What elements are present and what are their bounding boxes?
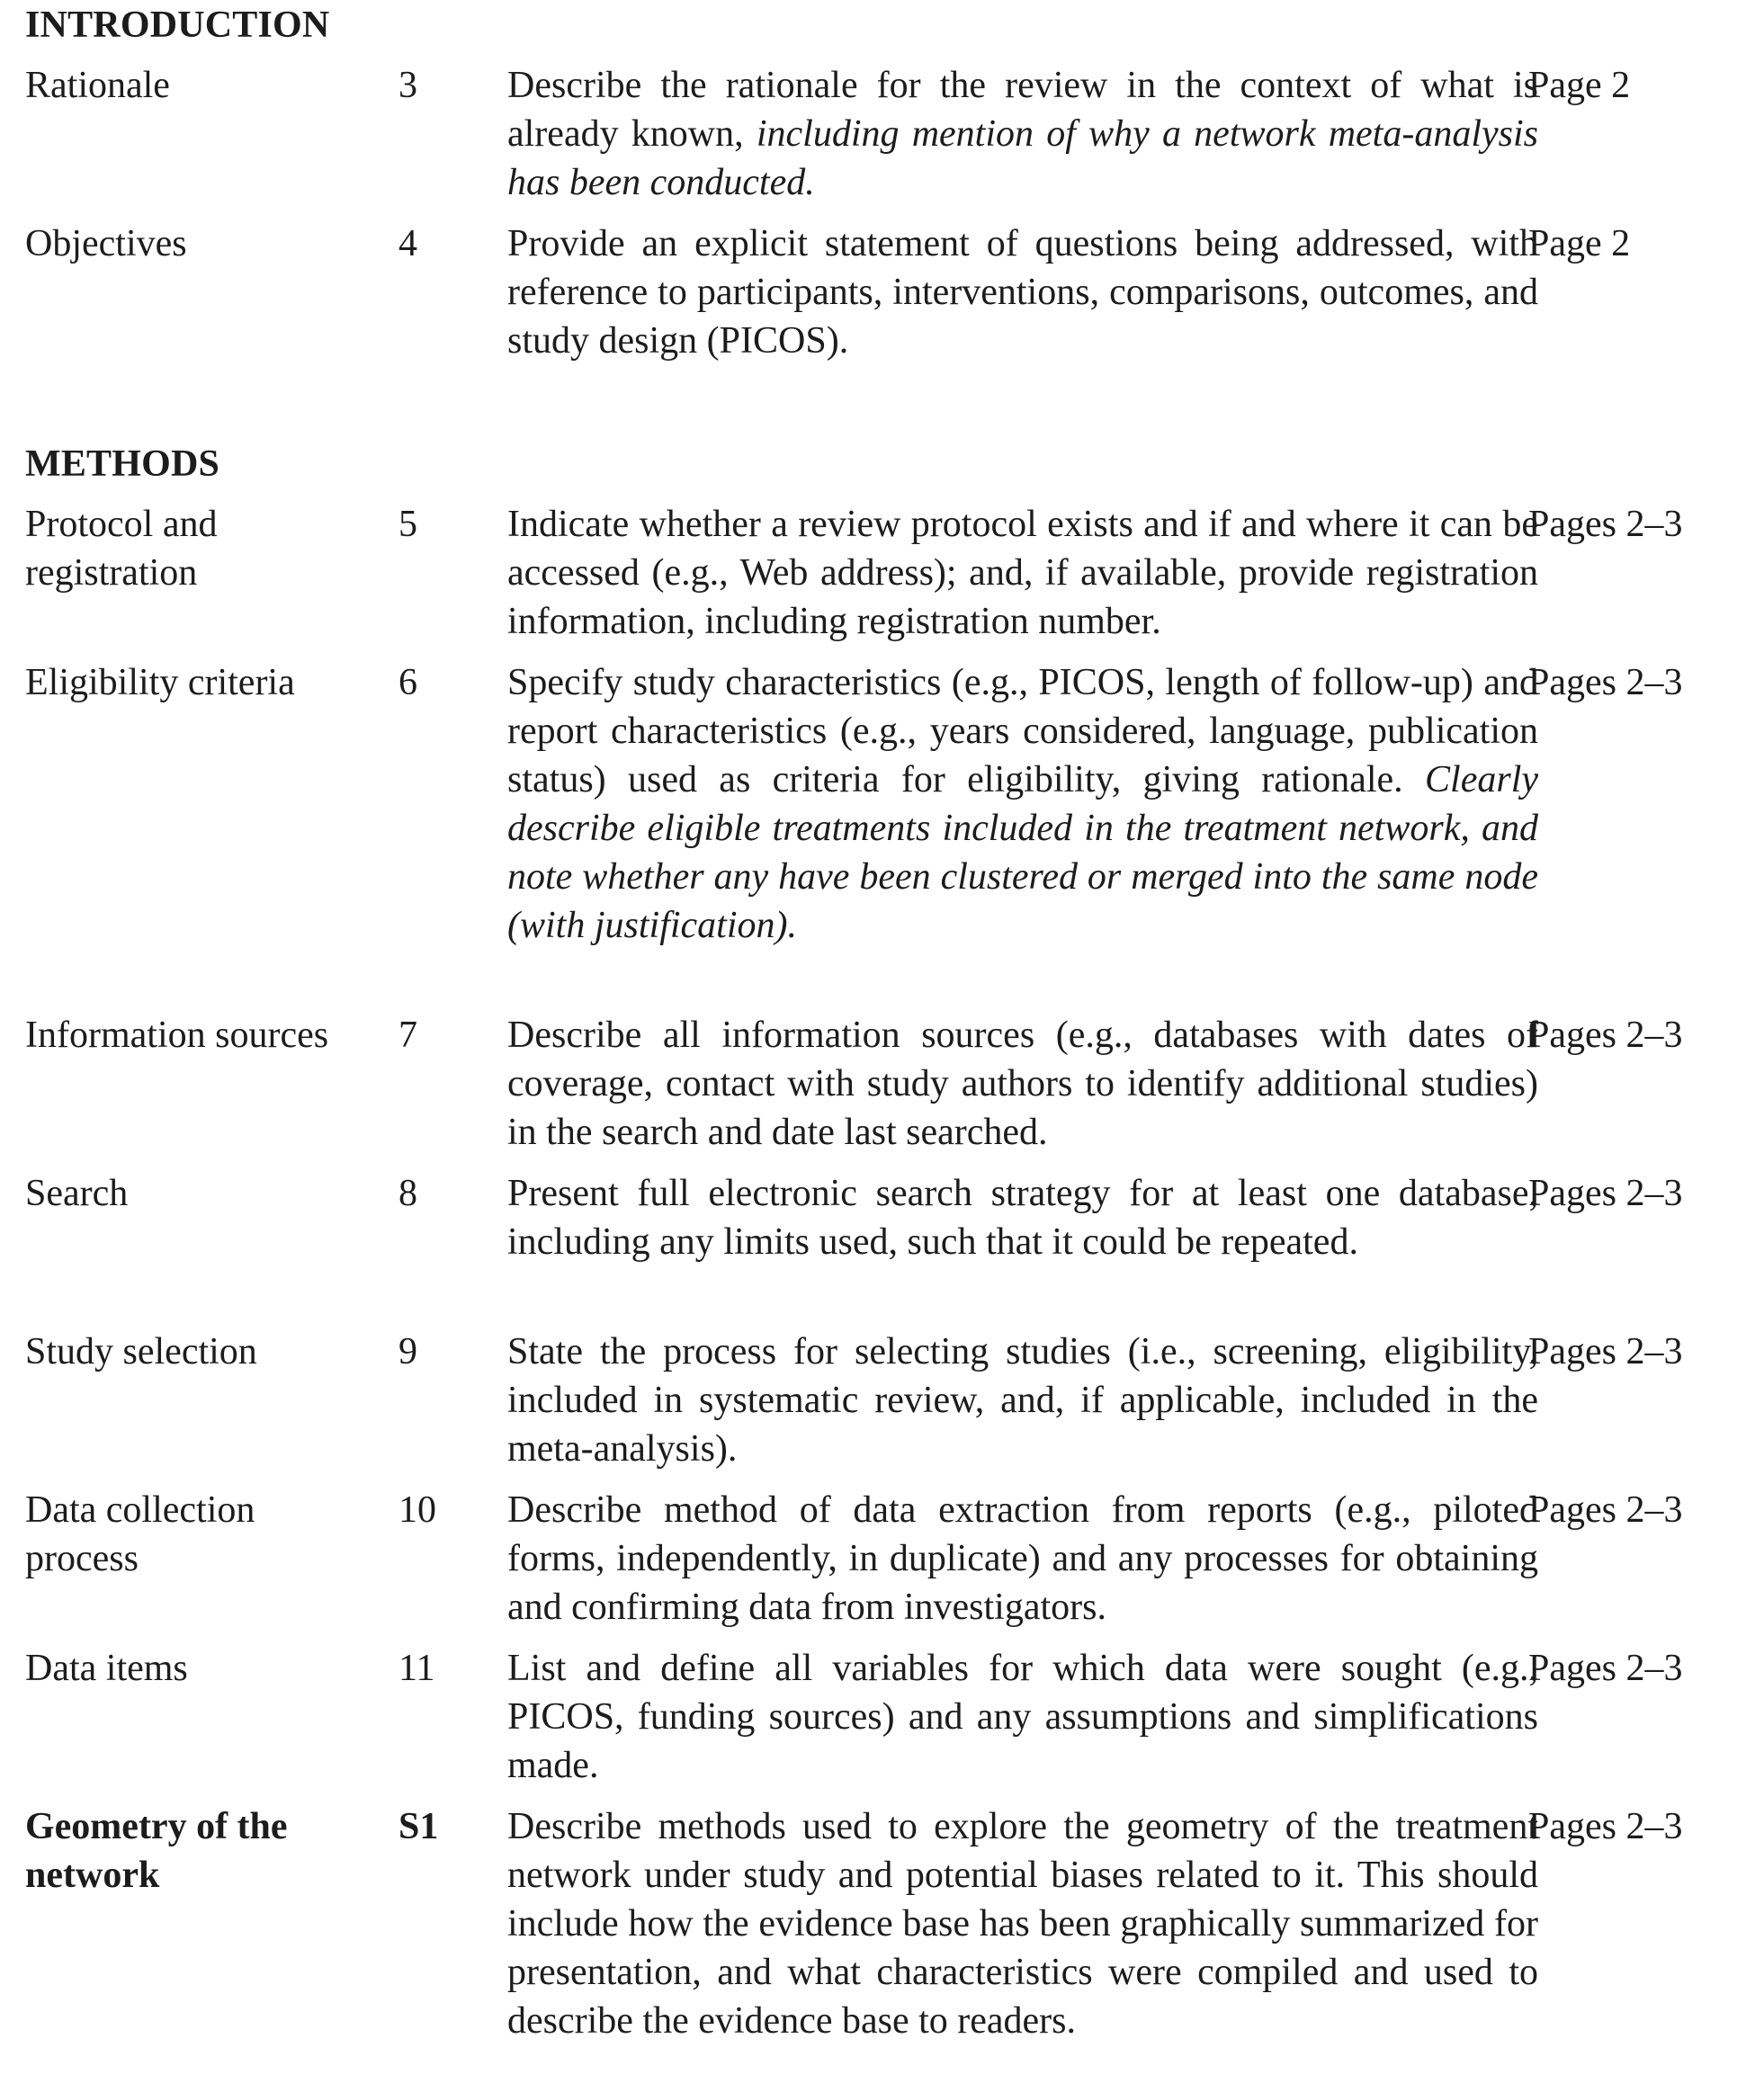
item-page: Pages 2–3 (1528, 1806, 1683, 1847)
item-description: Describe methods used to explore the geometry of the treatment network under study and potential biases related to it. This should include how the evidence base has been graphically summarized for presentation, and what characteristics were compiled and used to describe the evidence base to readers. (507, 1806, 1538, 2042)
item-page: Pages 2–3 (1528, 1648, 1683, 1689)
item-description-italic: including mention of why a network meta-analysis has been conducted. (507, 113, 1538, 203)
item-number: 4 (398, 223, 417, 264)
item-description: State the process for selecting studies (i.e., screening, eligibility, included in systematic review, and, if applicable, included in the meta-analysis). (507, 1331, 1538, 1470)
item-description-text: Describe the rationale for the review in the context of what is already known, (507, 65, 1538, 155)
item-description-italic: Clearly describe eligible treatments included in the treatment network, and note whether any have been clustered or merged into the same node (with justification). (507, 759, 1539, 946)
item-description: Indicate whether a review protocol exists and if and where it can be accessed (e.g., Web address); and, if available, provide registration information, including registration number. (507, 504, 1538, 642)
item-number: 7 (398, 1015, 417, 1056)
item-topic: Data collection process (25, 1489, 255, 1579)
item-page: Pages 2–3 (1528, 662, 1683, 703)
item-description: Present full electronic search strategy for at least one database, including any limits used, such that it could be repeated. (507, 1173, 1538, 1263)
item-number: 8 (398, 1173, 417, 1214)
item-description: Provide an explicit statement of questions being addressed, with reference to participants, interventions, comparisons, outcomes, and study design (PICOS). (507, 223, 1538, 362)
item-topic: Information sources (25, 1015, 329, 1056)
item-number: 3 (398, 65, 417, 106)
item-description: Describe method of data extraction from reports (e.g., piloted forms, independently, in duplicate) and any processes for obtaining and confirming data from investigators. (507, 1489, 1538, 1628)
item-number: 10 (398, 1489, 436, 1531)
item-page: Pages 2–3 (1528, 1015, 1683, 1056)
item-description (507, 658, 1538, 950)
item-number: 5 (398, 504, 417, 545)
item-description: Describe all information sources (e.g., databases with dates of coverage, contact with study authors to identify additional studies) in the search and date last searched. (507, 1015, 1538, 1153)
item-topic: Rationale (25, 65, 170, 106)
item-topic: Eligibility criteria (25, 662, 295, 703)
item-page: Pages 2–3 (1528, 1489, 1683, 1531)
item-page: Pages 2–3 (1528, 504, 1683, 545)
item-number: 6 (398, 662, 417, 703)
item-topic: Data items (25, 1648, 188, 1689)
item-topic: Study selection (25, 1331, 257, 1372)
item-page: Page 2 (1528, 223, 1631, 264)
item-number: 9 (398, 1331, 417, 1372)
item-page: Pages 2–3 (1528, 1331, 1683, 1372)
item-description (507, 61, 1538, 207)
item-topic: Protocol and registration (25, 504, 218, 594)
item-number: 11 (398, 1648, 435, 1689)
item-description: List and define all variables for which data were sought (e.g., PICOS, funding sources) and any assumptions and simplifications made. (507, 1648, 1538, 1786)
item-topic: Geometry of the network (25, 1806, 288, 1896)
item-topic: Objectives (25, 223, 187, 264)
item-number: S1 (398, 1806, 439, 1847)
item-page: Pages 2–3 (1528, 1173, 1683, 1214)
item-page: Page 2 (1528, 65, 1631, 106)
item-description-text: Specify study characteristics (e.g., PICOS, length of follow-up) and report characteristics (e.g., years considered, language, publication status) used as criteria for eligibility, giving rationale. (507, 662, 1538, 800)
item-topic: Search (25, 1173, 129, 1214)
section-heading-introduction: INTRODUCTION (25, 4, 330, 46)
section-heading-methods: METHODS (25, 443, 220, 485)
